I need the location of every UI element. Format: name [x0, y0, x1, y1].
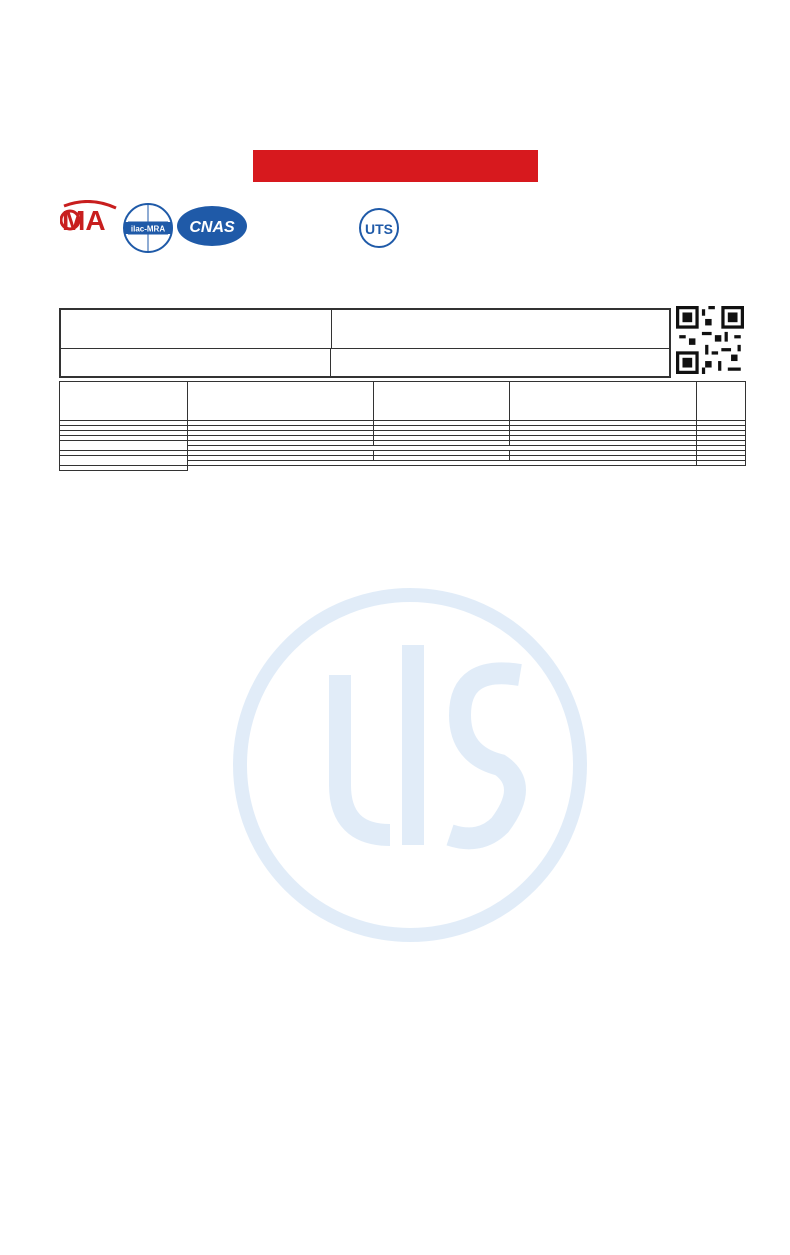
slogan-banner — [253, 150, 538, 182]
svg-text:ilac-MRA: ilac-MRA — [130, 224, 166, 234]
cma-logo-icon — [60, 200, 120, 250]
cell-empty — [697, 461, 746, 466]
svg-text:CNAS: CNAS — [189, 219, 235, 236]
report-header — [59, 308, 671, 378]
header-method — [188, 382, 374, 421]
header-requirement — [374, 382, 510, 421]
certification-logos — [60, 200, 310, 260]
ilac-mra-logo-icon — [122, 202, 174, 254]
header-item — [60, 382, 188, 421]
verify-info — [332, 310, 669, 349]
report-number — [61, 349, 331, 376]
test-results-table — [59, 381, 746, 471]
header-verdict — [697, 382, 746, 421]
report-title — [61, 310, 332, 349]
cell-item — [60, 456, 188, 466]
cell-item — [60, 441, 188, 451]
uts-logo-icon — [358, 204, 400, 254]
table-row — [60, 466, 746, 471]
header-result — [510, 382, 697, 421]
cnas-logo-icon — [176, 204, 248, 248]
table-header-row — [60, 382, 746, 421]
svg-text:MA: MA — [62, 205, 106, 236]
company-header — [358, 204, 758, 264]
qr-code-icon — [676, 306, 744, 374]
cell-note — [188, 461, 697, 466]
verify-site — [332, 310, 669, 313]
svg-text:UTS: UTS — [365, 221, 393, 237]
uts-watermark — [230, 585, 590, 945]
cell-item — [60, 466, 188, 471]
page-indicator — [332, 349, 669, 376]
